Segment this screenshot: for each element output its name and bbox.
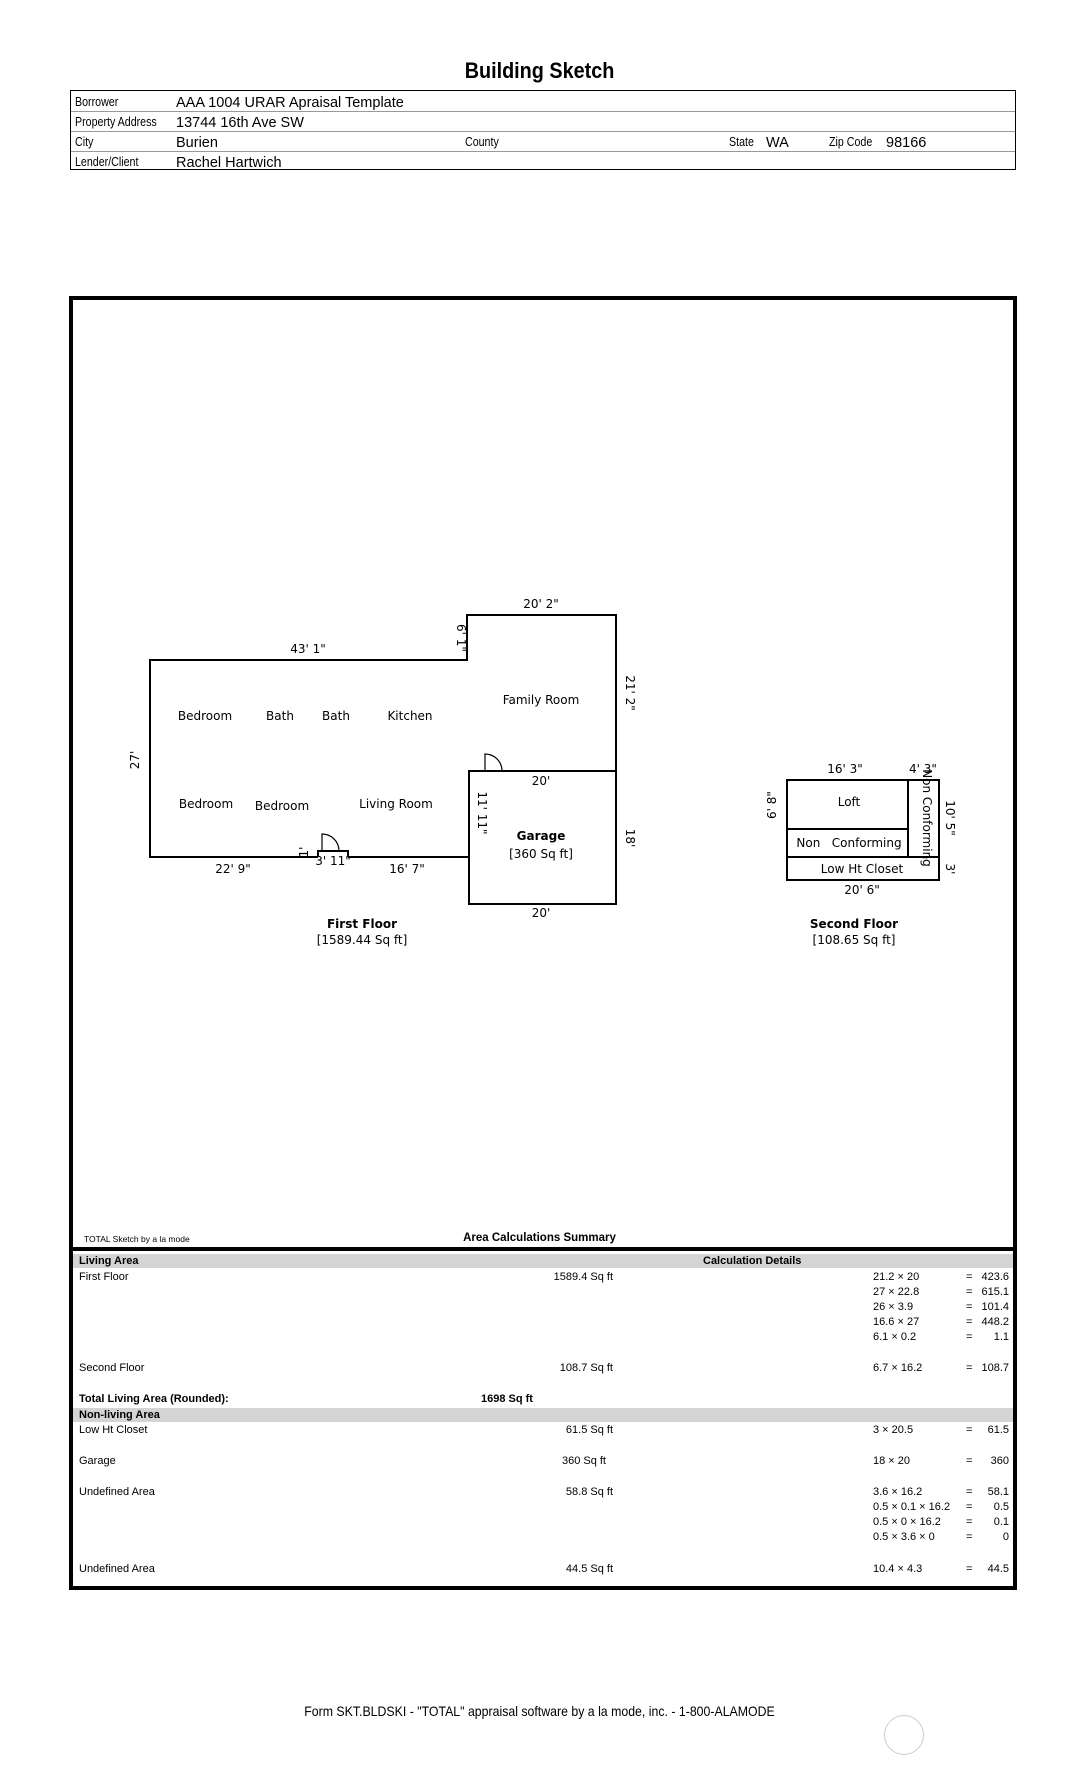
row-low-ht-area: 61.5 Sq ft: [565, 1424, 613, 1436]
room-garage-area: [360 Sq ft]: [509, 847, 573, 861]
calc-expr: 3 × 20.5: [873, 1424, 914, 1436]
row-total-label: Total Living Area (Rounded):: [79, 1393, 229, 1405]
dim-bottom-left: 22' 9": [215, 862, 251, 876]
row-total-area: 1698 Sq ft: [481, 1393, 533, 1405]
dim-right-family: 21' 2": [623, 675, 637, 711]
calc-expr: 16.6 × 27: [873, 1316, 920, 1328]
calc-value: 0: [1002, 1531, 1009, 1543]
second-floor-caption: Second Floor: [809, 917, 899, 931]
dim-left: 27': [128, 750, 142, 770]
form-footer: Form SKT.BLDSKI - "TOTAL" appraisal software by a la mode, inc. - 1-800-ALAMODE: [304, 1703, 775, 1719]
calc-expr: 0.5 × 0.1 × 16.2: [873, 1501, 951, 1513]
living-area-header: Living Area: [79, 1255, 139, 1267]
row-second-floor-area: 108.7 Sq ft: [559, 1362, 613, 1374]
calc-value: 0.5: [993, 1501, 1009, 1513]
room-low-ht-closet: Low Ht Closet: [820, 862, 904, 876]
entry-door: [322, 834, 339, 851]
living-area-band: [73, 1254, 1013, 1268]
dim-sf-right: 10' 5": [943, 800, 957, 836]
row-second-floor-label: Second Floor: [79, 1362, 145, 1374]
calc-expr: 26 × 3.9: [873, 1301, 914, 1313]
row-garage-area: 360 Sq ft: [561, 1455, 606, 1467]
calc-expr: 27 × 22.8: [873, 1286, 920, 1298]
calc-expr: 18 × 20: [873, 1455, 911, 1467]
calc-eq: =: [966, 1286, 973, 1298]
dim-stoop-bottom: 3' 11": [315, 854, 351, 868]
calc-value: 44.5: [987, 1563, 1009, 1575]
calc-eq: =: [966, 1486, 973, 1498]
calc-value: 1.1: [993, 1331, 1009, 1343]
calc-details-header: Calculation Details: [703, 1255, 802, 1267]
dim-sf-bottom: 20' 6": [844, 883, 880, 897]
calc-value: 61.5: [987, 1424, 1009, 1436]
room-family-room: Family Room: [502, 693, 580, 707]
row-undefined-2-area: 44.5 Sq ft: [565, 1563, 613, 1575]
room-loft: Loft: [837, 795, 861, 809]
calc-value: 615.1: [981, 1286, 1009, 1298]
calc-expr: 6.1 × 0.2: [873, 1331, 917, 1343]
lender-value: Rachel Hartwich: [176, 155, 282, 171]
calc-eq: =: [966, 1424, 973, 1436]
room-bath-2: Bath: [322, 709, 350, 723]
row-undefined-2-label: Undefined Area: [79, 1563, 155, 1575]
room-bedroom-1: Bedroom: [177, 709, 233, 723]
calc-eq: =: [966, 1531, 973, 1543]
calc-eq: =: [966, 1501, 973, 1513]
garage-door: [485, 754, 502, 771]
calc-eq: =: [966, 1563, 973, 1575]
non-living-band: [73, 1408, 1013, 1422]
room-living-room: Living Room: [359, 797, 433, 811]
dim-sf-closet-right: 3': [943, 863, 957, 875]
second-floor-area: [108.65 Sq ft]: [812, 933, 896, 947]
zip-value: 98166: [886, 135, 927, 151]
calc-eq: =: [966, 1331, 973, 1343]
calc-value: 108.7: [981, 1362, 1009, 1374]
first-floor-area: [1589.44 Sq ft]: [316, 933, 408, 947]
row-first-floor-area: 1589.4 Sq ft: [553, 1271, 613, 1283]
dim-stoop-side: 1': [297, 846, 311, 858]
borrower-value: AAA 1004 URAR Apraisal Template: [176, 95, 404, 111]
room-nonconforming-side: Non Conforming: [920, 769, 934, 867]
non-living-header: Non-living Area: [79, 1409, 160, 1421]
dim-sf-top-right: 4' 3": [909, 762, 937, 776]
dim-garage-right: 18': [623, 828, 637, 848]
zip-label: Zip Code: [829, 134, 873, 149]
calc-eq: =: [966, 1301, 973, 1313]
calc-expr: 3.6 × 16.2: [873, 1486, 923, 1498]
calc-value: 101.4: [981, 1301, 1009, 1313]
dim-garage-left: 11' 11": [475, 791, 489, 835]
city-value: Burien: [176, 135, 218, 151]
lender-label: Lender/Client: [75, 154, 139, 169]
first-floor-walls: [150, 615, 616, 857]
room-kitchen: Kitchen: [387, 709, 433, 723]
room-bath-1: Bath: [266, 709, 294, 723]
dim-top-family: 20' 2": [523, 597, 559, 611]
row-first-floor-label: First Floor: [79, 1271, 129, 1283]
row-low-ht-label: Low Ht Closet: [79, 1424, 148, 1436]
page-title: Building Sketch: [464, 58, 615, 83]
dim-jog: 6' 1": [454, 624, 468, 652]
calc-eq: =: [966, 1455, 973, 1467]
page-corner-mark: [884, 1715, 924, 1755]
summary-title: Area Calculations Summary: [463, 1232, 616, 1244]
dim-top-main: 43' 1": [290, 642, 326, 656]
calc-value: 423.6: [981, 1271, 1009, 1283]
calc-eq: =: [966, 1271, 973, 1283]
room-bedroom-3: Bedroom: [254, 799, 310, 813]
calc-value: 448.2: [981, 1316, 1009, 1328]
calc-eq: =: [966, 1316, 973, 1328]
calc-value: 58.1: [987, 1486, 1009, 1498]
row-undefined-1-area: 58.8 Sq ft: [565, 1486, 613, 1498]
dim-sf-left: 6' 8": [765, 791, 779, 819]
address-value: 13744 16th Ave SW: [176, 115, 304, 131]
dim-garage-top: 20': [531, 774, 551, 788]
borrower-label: Borrower: [75, 94, 119, 109]
state-value: WA: [766, 135, 789, 151]
calc-value: 0.1: [993, 1516, 1009, 1528]
sketch-credit: TOTAL Sketch by a la mode: [84, 1234, 190, 1244]
calc-eq: =: [966, 1516, 973, 1528]
dim-bottom-mid: 16' 7": [389, 862, 425, 876]
calc-expr: 0.5 × 3.6 × 0: [873, 1531, 935, 1543]
state-label: State: [729, 134, 754, 149]
calc-value: 360: [990, 1455, 1009, 1467]
room-garage: Garage: [516, 829, 566, 843]
row-undefined-1-label: Undefined Area: [79, 1486, 155, 1498]
city-label: City: [75, 134, 94, 149]
dim-sf-top: 16' 3": [827, 762, 863, 776]
dim-garage-bottom: 20': [531, 906, 551, 920]
calc-expr: 21.2 × 20: [873, 1271, 920, 1283]
county-label: County: [465, 134, 499, 149]
calc-expr: 0.5 × 0 × 16.2: [873, 1516, 941, 1528]
calc-eq: =: [966, 1362, 973, 1374]
address-label: Property Address: [75, 114, 157, 129]
first-floor-caption: First Floor: [326, 917, 398, 931]
room-bedroom-2: Bedroom: [178, 797, 234, 811]
calc-expr: 6.7 × 16.2: [873, 1362, 923, 1374]
room-nonconforming: Non Conforming: [796, 836, 902, 850]
row-garage-label: Garage: [79, 1455, 116, 1467]
calc-expr: 10.4 × 4.3: [873, 1563, 923, 1575]
